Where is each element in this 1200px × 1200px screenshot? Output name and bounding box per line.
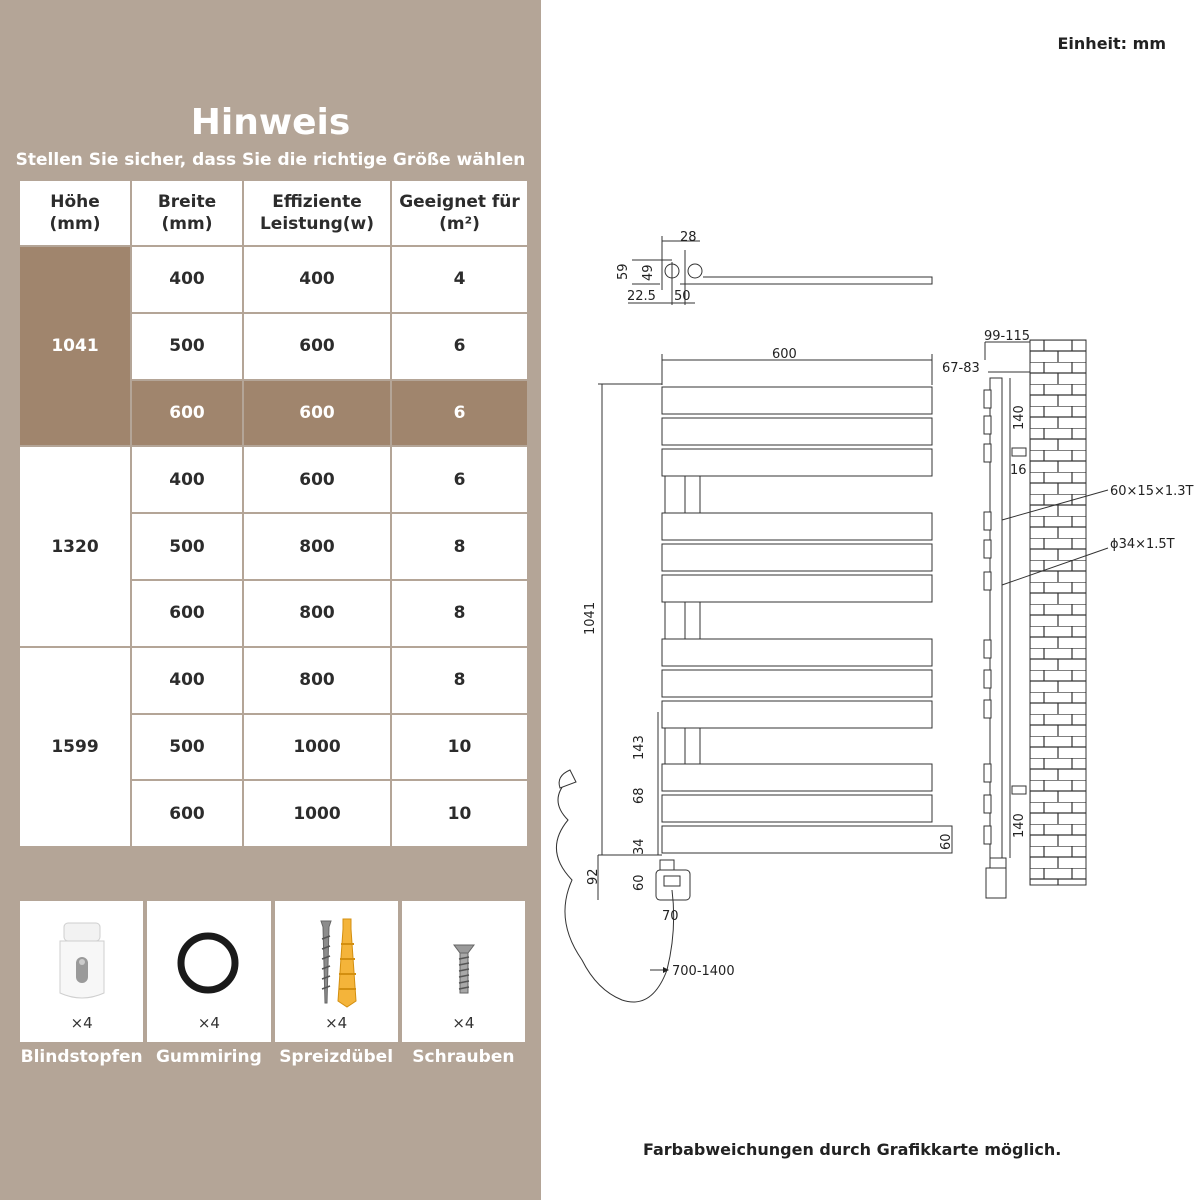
- unit-label: Einheit: mm: [1057, 34, 1166, 53]
- leistung-cell: 600: [243, 446, 391, 513]
- dim-92: 92: [586, 868, 601, 885]
- geeignet-cell: 4: [391, 246, 528, 313]
- wall-plug-icon: [275, 909, 398, 1009]
- technical-drawing: [541, 0, 1200, 1130]
- dim-67-83: 67-83: [942, 361, 980, 376]
- dim-70: 70: [662, 909, 679, 924]
- accessory-gummiring: [145, 899, 272, 1044]
- accessory-blindstopfen: [18, 899, 145, 1044]
- accessory-labels: [18, 1047, 527, 1067]
- accessory-qty: ×4: [197, 1014, 220, 1032]
- leistung-cell: 1000: [243, 780, 391, 847]
- accessory-schrauben: [400, 899, 527, 1044]
- table-row: [19, 446, 528, 513]
- dim-22-5: 22.5: [627, 289, 656, 304]
- header-hoehe: Höhe (mm): [19, 180, 131, 246]
- dim-68: 68: [632, 787, 647, 804]
- footer-note: Farbabweichungen durch Grafikkarte möglich.: [643, 1140, 1062, 1159]
- geeignet-cell: 10: [391, 780, 528, 847]
- table-header-row: [19, 180, 528, 246]
- header-geeignet: Geeignet für (m²): [391, 180, 528, 246]
- leistung-cell: 800: [243, 647, 391, 714]
- tube-spec: ϕ34×1.5T: [1110, 537, 1175, 552]
- dim-50: 50: [674, 289, 691, 304]
- dim-34: 34: [632, 838, 647, 855]
- screw-icon: [402, 909, 525, 1009]
- geeignet-cell: 6: [391, 446, 528, 513]
- accessory-label: Spreizdübel: [279, 1047, 394, 1067]
- hoehe-cell: 1320: [19, 446, 131, 646]
- leistung-cell: 800: [243, 580, 391, 647]
- header-breite: Breite (mm): [131, 180, 243, 246]
- accessory-qty: ×4: [70, 1014, 93, 1032]
- dim-59: 59: [616, 263, 631, 280]
- size-table: [18, 179, 529, 848]
- leistung-cell: 600: [243, 313, 391, 380]
- dim-143: 143: [632, 735, 647, 760]
- accessory-label: Gummiring: [155, 1047, 262, 1067]
- hoehe-cell: 1599: [19, 647, 131, 847]
- geeignet-cell: 6: [391, 380, 528, 447]
- breite-cell: 400: [131, 446, 243, 513]
- hoehe-cell: 1041: [19, 246, 131, 446]
- dim-49: 49: [641, 264, 656, 281]
- leistung-cell: 1000: [243, 714, 391, 781]
- dim-60-side: 60: [939, 833, 954, 850]
- dim-1041: 1041: [583, 601, 598, 635]
- table-row: [19, 647, 528, 714]
- breite-cell: 400: [131, 246, 243, 313]
- accessory-label: Blindstopfen: [20, 1047, 143, 1067]
- breite-cell: 500: [131, 714, 243, 781]
- dim-28: 28: [680, 230, 697, 245]
- accessory-qty: ×4: [325, 1014, 348, 1032]
- header-leistung: Effiziente Leistung(w): [243, 180, 391, 246]
- hinweis-subtitle: Stellen Sie sicher, dass Sie die richtige Größe wählen: [15, 150, 526, 170]
- breite-cell: 500: [131, 513, 243, 580]
- leistung-cell: 600: [243, 380, 391, 447]
- table-row: [19, 246, 528, 313]
- side-view: [984, 340, 1108, 898]
- info-panel: [0, 0, 541, 1200]
- accessory-label: Schrauben: [412, 1047, 515, 1067]
- dim-600: 600: [772, 347, 797, 362]
- leistung-cell: 800: [243, 513, 391, 580]
- cable-length: 700-1400: [672, 964, 735, 979]
- profile-spec: 60×15×1.3T: [1110, 484, 1194, 499]
- accessory-spreizduebel: [273, 899, 400, 1044]
- breite-cell: 600: [131, 780, 243, 847]
- accessory-qty: ×4: [452, 1014, 475, 1032]
- geeignet-cell: 10: [391, 714, 528, 781]
- geeignet-cell: 8: [391, 647, 528, 714]
- top-view-labels: [616, 230, 697, 304]
- geeignet-cell: 8: [391, 580, 528, 647]
- front-view: [556, 354, 952, 1002]
- dim-16: 16: [1010, 463, 1027, 478]
- blind-plug-icon: [20, 909, 143, 1009]
- dim-60-bottom: 60: [632, 874, 647, 891]
- dim-99-115: 99-115: [984, 329, 1031, 344]
- accessories-row: [18, 899, 527, 1044]
- geeignet-cell: 6: [391, 313, 528, 380]
- breite-cell: 500: [131, 313, 243, 380]
- hinweis-title: Hinweis: [190, 102, 351, 143]
- dim-140-bottom: 140: [1012, 813, 1027, 838]
- geeignet-cell: 8: [391, 513, 528, 580]
- breite-cell: 400: [131, 647, 243, 714]
- dim-140-top: 140: [1012, 405, 1027, 430]
- breite-cell: 600: [131, 580, 243, 647]
- rubber-ring-icon: [147, 909, 270, 1009]
- breite-cell: 600: [131, 380, 243, 447]
- leistung-cell: 400: [243, 246, 391, 313]
